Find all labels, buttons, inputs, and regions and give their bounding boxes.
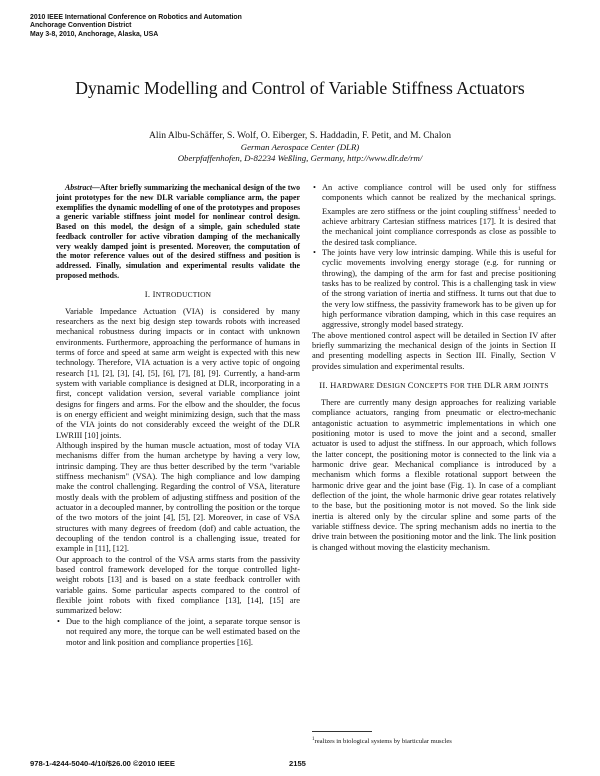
- footnote-marker: 1: [517, 205, 521, 212]
- intro-paragraph-1: Variable Impedance Actuation (VIA) is considered by many researchers as the next big design step towards robots with increased mechanical robustness during impacts or in contact with unknown environments. Furthermore, approaching the performance of humans in terms of force and speed at same arm weight is expected with this new technology. Therefore, VIA actuation is a very active topic of ongoing research [1], [2], [3], [4], [5], [6], [7], [8], [9]. Currently, a hand-arm system with variable compliance is designed at DLR, incorporating in a first, concept validation version, several variable compliance joint designs for fingers and arms. For the elbow and the shoulder, the focus is on energy efficient and weight minimizing design, such that the mass of the VIA joints do not considerably exceed the weight of the DLR LWRIII [10] joints.: [56, 306, 300, 440]
- section-1-heading: I. INTRODUCTION: [144, 288, 212, 299]
- intro-paragraph-3: Our approach to the control of the VSA arms starts from the passivity based control framework developed for the torque controlled light-weight robots [13] and is based on a state feedback controller with variable gains. Some particular aspects compared to the control of flexible joint robots with fixed compliance [13], [14], [15] are summarized below:: [56, 554, 300, 616]
- page-number: 2155: [289, 759, 306, 768]
- conference-venue: Anchorage Convention District: [30, 22, 132, 30]
- intro-bullet-3: • The joints have very low intrinsic damping. While this is useful for cyclic movements involving energy storage (e.g. for running or throwing), the damping of the arm for fast and precise positioning tasks has to be realized by control. This is a challenging task in view of the strong variation of inertia and stiffness. It turns out that due to the very low stiffness, the passivity framework has to be given up for high performance vibration damping, which in this case requires an aggressive, strongly model based strategy.: [312, 248, 556, 331]
- abstract: Abstract—After briefly summarizing the mechanical design of the two joint prototypes for the new DLR variable compliance arm, the paper exemplifies the dynamic modelling of one of the prototypes and proposes a generic variable stiffness joint model for nonlinear control design. Based on this model, the design of a simple, gain scheduled state feedback controller for active vibration damping of the mechanically very weakly damped joint is presented. Moreover, the computation of the motor reference values out of the desired stiffness and position is addressed. Finally, simulation and experimental results validate the proposed methods.: [56, 183, 300, 280]
- intro-bullet-list-continued: [312, 183, 556, 331]
- left-column: [56, 183, 300, 648]
- conference-header: [30, 14, 350, 39]
- footnote-number: 1: [312, 737, 315, 742]
- right-column: [312, 183, 556, 553]
- paper-affiliation: [40, 142, 560, 164]
- conference-date: May 3-8, 2010, Anchorage, Alaska, USA: [30, 30, 159, 38]
- section-2-heading: II. HARDWARE DESIGN CONCEPTS FOR THE DLR ARM JOINTS: [319, 379, 549, 390]
- hardware-paragraph-1: There are currently many design approaches for realizing variable compliance actuators, ranging from pneumatic or electro-mechanic antagonistic actuation to asymmetric implementations in which one positioning motor is used to move the joint and a second, smaller actuator is used to adjust the stiffness. In our approach, which follows the latter concept, the positioning motor is connected to the link via a harmonic drive gear. Mechanical compliance is introduced by a mechanism which forms a flexible rotational support between the harmonic drive gear and the joint base (Fig. 1). In case of a compliant deflection of the joint, the whole harmonic drive gear rotates relatively to the base, but the positioning motor is not moved. So the link side inertia is altered only by the circular spline and some parts of the variable stiffness device. The spring mechanism adds no inertia to the drive train between the positioning motor and the link. The link position is changed without moving the elasticity mechanism.: [312, 397, 556, 552]
- affiliation-institution: German Aerospace Center (DLR): [240, 142, 360, 152]
- footnote-divider: [312, 731, 372, 732]
- abstract-text: After briefly summarizing the mechanical design of the two joint prototypes for the new DLR variable compliance arm, the paper exemplifies the dynamic modelling of one of the prototypes and proposes a generic variable stiffness joint model for nonlinear control design. Based on this model, the design of a simple, gain scheduled state feedback controller for active vibration damping of the mechanically very weakly damped joint is presented. Moreover, the computation of the motor reference values out of the desired stiffness and position is addressed. Finally, simulation and experimental results validate the proposed methods.: [56, 183, 300, 280]
- paper-title: Dynamic Modelling and Control of Variable Stiffness Actuators: [75, 78, 525, 98]
- footnote: [312, 736, 556, 746]
- footnote-text: realizes in biological systems by biarticular muscles: [314, 738, 452, 746]
- intro-bullet-list: [56, 617, 300, 648]
- affiliation-address: Oberpfaffenhofen, D-82234 Weßling, Germany, http://www.dlr.de/rm/: [177, 153, 423, 163]
- intro-paragraph-4: The above mentioned control aspect will be detailed in Section IV after briefly summarizing the mechanical design of the joints in Section II and presenting modelling aspects in Section III. Finally, Section V provides simulation and experimental results.: [312, 330, 556, 371]
- intro-paragraph-2: Although inspired by the human muscle actuation, most of today VIA mechanisms differ from the human archetype by having a very low, intrinsic damping. They are thus better described by the term "variable stiffness mechanism" (VSA). The high compliance and low damping make the control challenging. Regarding the control of VSA, literature mostly deals with the problem of adjusting stiffness and position of the actuator in a decoupled manner, by controlling the position or the torque of the two motors of the joint [4], [5], [2]. Moreover, in case of VSA structures with many degrees of freedom (dof) and cable actuation, the decoupling of the tendon control is a challenging issue, treated for example in [11], [12].: [56, 440, 300, 554]
- footer-isbn: 978-1-4244-5040-4/10/$26.00 ©2010 IEEE: [30, 759, 175, 768]
- abstract-label: Abstract: [65, 183, 93, 192]
- intro-bullet-1: • Due to the high compliance of the joint, a separate torque sensor is not required any more, the torque can be well estimated based on the motor and link position and compliance properties [16].: [56, 617, 300, 648]
- paper-authors: Alin Albu-Schäffer, S. Wolf, O. Eiberger, S. Haddadin, F. Petit, and M. Chalon: [149, 130, 451, 141]
- conference-name: 2010 IEEE International Conference on Robotics and Automation: [30, 14, 242, 21]
- intro-bullet-2: • An active compliance control will be used only for stiffness components which cannot be realized by the mechanical springs. Examples are zero stiffness or the joint coupling stiffness$^1$ needed to achieve arbitrary Cartesian stiffness matrices [17]. It is desired that the mechanical joint compliance corresponds as close as possible to the desired task compliance.: [312, 183, 556, 248]
